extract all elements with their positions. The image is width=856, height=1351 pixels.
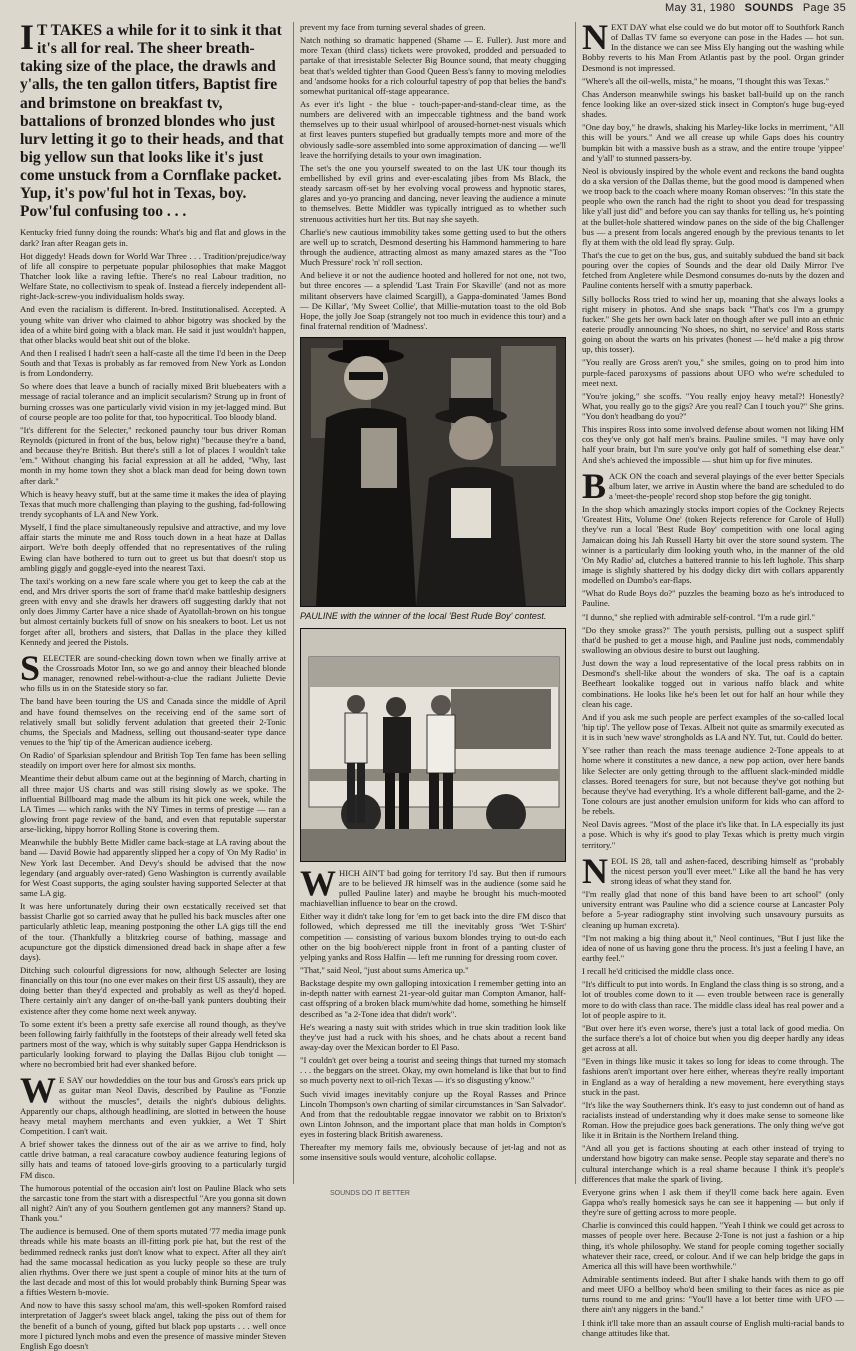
paragraph: Kentucky fried funny doing the rounds: What's big and flat and glows in the dark? Iran after Reagan gets in. [20,227,286,248]
drop-cap: N [582,850,608,891]
article-column-3 [582,17,844,1338]
paragraph: "What do Rude Boys do?" puzzles the beaming bozo as he's introduced to Pauline. [582,588,844,609]
paragraph: "You really are Gross aren't you," she smiles, going on to prod him into purple-faced paroxysms of passions about UFO who we're scheduled to meet next. [582,357,844,388]
paragraph: Admirable sentiments indeed. But after I shake hands with them to go off and meet UFO a bellboy who'd been smiling to their faces as nice as pie turns round to me and grins: "You'll have a lot better time with UFO — there ain't any niggers in the band." [582,1274,844,1315]
section-start: WHICH AIN'T bad going for territory I'd say. But then if rumours are to be believed JR himself was in the audience (some said he pulled Pauline later) and maybe he brought his much-mooted machiavellian influence to bear on the crowd. [300,862,566,909]
paragraph: "And all you get is factions shouting at each other instead of trying to understand how bigotry can make sense. People stay separate and there's no cultural interchange which is a real shame because I think it's people's differences that make the spark of living. [582,1143,844,1184]
paragraph: On Radio' of Sparksian splendour and British Top Ten fame has been selling steadily on import over here for almost six months. [20,750,286,771]
paragraph: Hot diggedy! Heads down for World War Three . . . Tradition/prejudice/way of life all conspire to perpetuate popular philosophies that make Maggot Thatcher look like a raving leftie. There's no real Labour tradition, no Welfare State, no collectivism to speak of. Instead a fiercely independent all-right-Jack-screw-you individualism holds sway. [20,250,286,302]
paragraph: Either way it didn't take long for 'em to get back into the dire FM disco that followed, which depressed me till the inevitably gross 'Wet T-Shirt' competition — consisting of various buxom blondes trying to out-do each other on the big boob/erect nipple front in front of a panting cluster of yelping yanks and Ross Halfin — left me running for dressing room cover. [300,911,566,962]
paragraph: "Even in things like music it takes so long for ideas to come through. The fashions aren't important over here either, whereas they're really important in England as a way of heralding a new movement, here everything stays stuck in the past. [582,1056,844,1097]
paragraph: Charlie is convinced this could happen. "Yeah I think we could get across to masses of people over here. Because 2-Tone is not just a fashion or a hip thing, it's whole philosophy. We stand for people coming together socially whatever their race, creed, or colour. And if we can help bridge the gaps in America all this will have been worthwhile." [582,1220,844,1271]
paragraph: The band have been touring the US and Canada since the middle of April and have found themselves on the receiving end of the same sort of relatively small but solidly fervent adulation that greeted their 2-Tonic chums, the Specials and Madness, selling out thousand-seater type dance venues to the 'hip' tip of the American audience iceberg. [20,696,286,747]
paragraph: "That," said Neol, "just about sums America up." [300,964,469,975]
paragraph: As ever it's light - the blue - touch-paper-and-stand-clear time, as the numbers are delivered with an impeccable tightness and the band work themselves up to their usual whirlpool of aroused-hornet-nest visuals which at first leaves punters stupefied but gradually tempts more and more of the obviously sadle-sore assembled into some approximation of dancing — we'll leave the horrifying details to your own imagination. [300,98,566,160]
paragraph: "It's difficult to put into words. In England the class thing is so strong, and a lot of troubles come down to it — even trouble between race is generally more to do with class than race. The middle class ideal has real power and a lot of people aspire to it. [582,979,844,1020]
paragraph: Natch nothing so dramatic happened (Shame — E. Fuller). Just more and more Texan (third class) tickets were provoked, prodded and persuaded to partake of that irresistable Selecter Big Bounce sound, that meaty chugging beat that's welded tighter than Good Queen Bess's fanny to moving melodies and 'andsome hooks for a rich colourful tapestry of pop that belies the band's somewhat puritanical off-stage appearance. [300,35,566,96]
section-start: W E SAY our howdeddies on the tour bus and Gross's ears prick up as guitar man Neol Davis, described by Pauline as "Fonzie without the muscles", details the night's dubious delights. Apparently our chaps, although headlining, are slotted in between the house heavy metal mayhem merchants and even yukkier, a Wet T Shirt Competition. I can't wait. [20,1070,286,1137]
paragraph: And if you ask me such people are perfect examples of the so-called local 'hip tip'. The yellow pose of Texas. Albeit not quite as smarmily executed as it is in such 'new wave' strongholds as LA and NY. Tut, tut. Could do better. [582,711,844,743]
paragraph: The audience is bemused. One of them sports mutated '77 media image punk threads while his mate boasts an ill-fitting pork pie hat, but the rest of the bedimmed redneck ranks just don't know what to expect. After all they ain't had the same mocassal hedication as you lucky people so these are truly alien rhythms. Over there we just spent a couple of minor hits at the turn of the last decade and most of this lot would probably think Burning Spear was a fifties Western b-movie. [20,1226,286,1298]
paragraph: I recall he'd criticised the middle class once. [582,966,734,977]
paragraph: And then I realised I hadn't seen a half-caste all the time I'd been in the Deep South and that Texas is probably as far removed from New York as London is from Londonderry. [20,347,286,379]
paragraph: The humorous potential of the occasion ain't lost on Pauline Black who sets the sarcastic tone from the start with a disrespectful "Are you gonna sit down all night? Ain't any of you Southern gentlemen got any manners? Stand up. Thank you." [20,1182,286,1224]
paragraph: So where does that leave a bunch of racially mixed Brit bluebeaters with a message of racial tolerance and an implicit secularism? Strung up in front of burning crosses was one particularly vivid vision in my jet-lagged mind. But of course people are too polite for that, too hypocritical. Too bloody bland. [20,381,286,422]
paragraph: "It's like the way Southerners think. It's easy to just condemn out of hand as racialists instead of understanding why it does make sense to someone like Roman. How the prejudice goes back generations. The only thing we've got like it in Britain is the Northern Ireland thing. [582,1099,844,1141]
column-divider [293,22,294,1184]
publication-name: SOUNDS [744,2,794,14]
paragraph: I think it'll take more than an assault course of English multi-racial bands to change attitudes like that. [582,1317,844,1338]
paragraph: Neol is obviously inspired by the whole event and reckons the band oughta do a ska version of the Dallas theme, but the good mood is dampened when we troop back to the coach where moany Roman observes: "In this state the people who own the ranch had the right to shoot you dead for trespassing like y'all just did" and before you can say thanks for telling us, he's pointing at the bullet-hole shattered window panes on the side of the big Challenger bus — a present from locals angered enough by the previous tenants to let fly at them with the old lead fly spray. Gulp. [582,165,844,247]
paragraph: He's wearing a nasty suit with strides which in true skin tradition look like they've just had a ruck with his shoes, and he chats about a recent band away-day over the Mexican border to El Paso. [300,1021,566,1052]
paragraph: "It's different for the Selecter," reckoned paunchy tour bus driver Roman Reynolds (pictured in front of the bus, below right) "because they're a band, and because they're British. But there's still a lot of places I wouldn't take 'em." Without changing his facial expression at all he added, "Why, last month in my home town they shot a black man dead for being down town after dark." [20,424,286,486]
drop-cap: I [20,17,35,57]
section-start: SELECTER are sound-checking down town when we finally arrive at the Crossroads Motor Inn, so we go and annoy their bleached blonde manager, renowned rebel-without-a-clue the radiant Juliette Devie who fills us in on the Stateside story so far. [20,647,286,694]
paragraph: "I'm not making a big thing about it," Neol continues, "But I just like the idea of none of us having gone thru the process. It's just a feeling I have, an earthy feel." [582,932,844,963]
paragraph: Chas Anderson meanwhile swings his basket ball-build up on the ranch fence looking like an over-sized stick insect in Compton's huge bug-eyed shades. [582,88,844,120]
paragraph: "But over here it's even worse, there's just a total lack of good media. On the surface there's a lot of choice but when you dig deeper hardly any ideas get across at all. [582,1022,844,1054]
paragraph: And believe it or not the audience hooted and hollered for not one, not two, but three encores — a splendid 'Last Train For Skaville' (and not as more militant observers have claimed Scargill), a Gappa-dominated 'James Bond — De Killar', 'My Sweet Collie', that Millie-mutation toast to the old Bob Hope, the jolly Joe Soap (strangely not too much in evidence this tour) and a final fraternal rendition of 'Madness'. [300,270,566,331]
article-column-1 [20,17,286,1351]
drop-cap: W [300,862,336,903]
drop-cap: S [20,647,41,688]
section-start: NEOL IS 28, tall and ashen-faced, describing himself as "probably the nicest person you'll ever meet." Like all the band he has very strong ideas of what they stand for. [582,850,844,891]
photo-caption: PAULINE with the winner of the local 'Best Rude Boy' contest. [300,611,547,622]
paragraph: A brief shower takes the dinness out of the air as we arrive to find, holy cattle drive batman, a real caracature cowboy audience featuring legions of silly hats and teams of tatooed love-girls grooving to a particularly turgid FM disco. [20,1139,286,1180]
paragraph: Just down the way a loud representative of the local press rabbits on in Desmond's shell-like about the wonders of ska. The oaf is a captain Beefheart lookalike togged out in various naffo black and white combinations. He looks like he's been let out for half an hour while they clean his cage. [582,658,844,709]
photo-band-tour-bus [300,628,566,862]
photo-illustration [301,629,565,861]
paragraph: Charlie's new cautious immobility takes some getting used to but the others are well up to scratch, Desmond deserting his Hammond hammering to hare through the audience, attracting almost as many amazed stares as the "Too Much Pressure' rock 'n' roll section. [300,226,566,268]
paragraph: Which is heavy heavy stuff, but at the same time it makes the idea of playing Texas that much more challenging than playing to the gushing, fad-following trendy sycophants of LA and New York. [20,488,286,520]
column-divider [575,22,576,1184]
issue-date: May 31, 1980 [665,2,736,14]
drop-cap: B [582,465,607,506]
paragraph: "Where's all the oil-wells, mista," he moans, "I thought this was Texas." [582,75,830,86]
article-lead: I T TAKES a while for it to sink it that it's all for real. The sheer breath-taking size of the place, the drawls and y'alls, the ten gallon titfers, Baptist fire and brimstone on breakfast tv, battalions of bronzed blondes who just lurv letting it go to their heads, and that big yellow sun that looks like it's just come unstuck from a Cornflake packet. Yup, it's pow'ful hot in Texas, boy. Pow'ful confusing too . . . [20,17,284,221]
drop-cap: N [582,17,608,57]
paragraph: To some extent it's been a pretty safe exercise all round though, as they've been following fairly faithfully in the footsteps of their already well feted ska partners most of the way, which is why suitably super Gappa Hendrickson is particularly looking forward to playing the Dallas Bijou club tonight — where no becrombied brit had ever shanked before. [20,1018,286,1070]
page-footer: SOUNDS DO IT BETTER [330,1190,410,1197]
article-column-2 [300,22,566,1184]
paragraph: Such vivid images inevitably conjure up the Royal Rasses and Prince Lincoln Thompson's own charting of similar circumstances in 'San Salvador'. And from that the redoubtable reggae innovator we rabbit on to Brixton's own Linton Johnson, and the important place that man holds in Compton's eyes in fostering black British awareness. [300,1088,566,1140]
paragraph: "I dunno," she replied with admirable self-control. "I'm a rude girl." [582,611,815,622]
paragraph: "Do they smoke grass?" The youth persists, pulling out a suspect spliff that'd be pushed to get a mouse high, and Pauline just nods, commendably swallowing an obvious desire to burst out laughing. [582,624,844,656]
paragraph: In the shop which amazingly stocks import copies of the Cockney Rejects 'Greatest Hits, Volume One' (token Rejects reference for Carole of Hull) they've run a local 'Best Rude Boy' competition with one local aging Jamaican doing his Jah Russell Harty bit over the store sound system. The winner is a particularly dim looking youth who, in the manner of the old 'On My Radio' ad, clutches a battered trannie to his left lughole. This sharp image is slightly shattered by his dodgy dicky dirt with collars apparently modelled on Dumbo's ear-flaps. [582,504,844,586]
paragraph: Myself, I find the place simultaneously repulsive and attractive, and my love affair starts the minute me and Ross touch down in a heat haze at Dallas airport. We're both deeply offended that no representatives of the ruling Ewing clan have bothered to turn out to greet us but that doesn't stop us ambling giggly and goggle-eyed into the nearest Taxi. [20,522,286,573]
paragraph: "You're joking," she scoffs. "You really enjoy heavy metal?! Honestly? What, you really go to the gigs? Are you real? Can I touch you?" She grins. "You don't headbang do you?" [582,390,844,422]
paragraph: And now to have this sassy school ma'am, this well-spoken Romford raised interpretation of Jagger's sweet black angel, taking the piss out of them for the benefit of a bunch of young, gifted but black pop upstarts . . . well once more I pictured lynch mobs and even the presence of massive minder Steven English Ego doesn't [20,1300,286,1351]
paragraph: "I couldn't get over being a tourist and seeing things that turned my stomach . . . the beggars on the street. Okay, my own homeland is like that but to find so much poverty next to oil-rich Texas — it's so disgusting y'know." [300,1055,566,1086]
page-masthead [659,2,846,14]
paragraph: "One day boy," he drawls, shaking his Marley-like locks in merriment, "All this will be yours." And we all crease up while Gaps does his country bumpkin bit with a massive bush as a straw, and the entire troupe 'yippee' and 'y'all' to stunned passers-by. [582,122,844,163]
paragraph: Silly bollocks Ross tried to wind her up, moaning that she always looks a right misery in photos. And she snaps back "That's cos I'm a grumpy fucker." She gets her own back later on though after we pull into an ethnic eaterie proudly announcing 'No shoes, no shirt, no service' and Ross starts going on about the warts on his privates (honest — he'd make a pig throw up, this tosser). [582,293,844,355]
paragraph: That's the cue to get on the bus, gus, and suitably subdued the band sit back pouring over the copies of Sounds and the dear old Daily Mirror I've fetched from Angletere while Desmond consumes do-nuts by the dozen and Pauline contents herself with a smutty paperback. [582,249,844,291]
paragraph: Y'see rather than reach the mass teenage audience 2-Tone appeals to at home where it constitutes a new dance, a new pop action, over here bands like Selecter are only getting through to the affluent slack-minded middle classes. Bored teenagers for sure, but not because they've got nothing but because they've had everything. It's a whole different ball-game, and the 2-Tone colours are just another emulsion uniform for kids who can afford to be rebels. [582,745,844,817]
paragraph: Meantime their debut album came out at the beginning of March, charting in all three major US charts and was still rising slowly as we spoke. The influential Billboard mag made the album its hit pick one week, while the LA Times — which ranks with the NY Times in terms of prestige — ran a glowing front page review of the band, and even that reputable superstar arse-licking, hippy horror Rolling Stone is covering them. [20,773,286,835]
paragraph: prevent my face from turning several shades of green. [300,22,486,32]
paragraph: Meanwhile the bubbly Bette Midler came back-stage at LA raving about the band — David Bowie had apparently slipped her a copy of 'On My Radio' in New York last December. And Devy's should be advised that the now legendary (and arguably over-rated) Geno Washington is currently available for West Coast supports, the aging soulster having supported Selecter at that same LA gig. [20,837,286,898]
paragraph: Everyone grins when I ask them if they'll come back here again. Even Gappa who's really homesick says he can see it happening — but only if they're sure of getting across to more people. [582,1186,844,1218]
photo-pauline-rude-boy [300,337,566,607]
paragraph: The taxi's working on a new fare scale where you get to keep the cab at the end, and Mrs driver sports the sort of frame that'd make battleship designers green with envy and she drawls her drawers off suggesting darkly that not only does Jimmy Carter have a nice shade of Ayatollah-brown on his tongue but almost certainly buckets full of snow on his sneakers to boot. Let us not forget after all, brothers and sisters, that Dallas in the place they killed Kennedy and jeered the Pistols. [20,575,286,647]
photo-illustration [301,338,565,606]
paragraph: This inspires Ross into some involved defense about women not liking HM cos they've only got half men's brains. Pauline smiles. "I may have only half your brain, but I'm sure you've only got half of something else dear." And she's achieved the impossible — shut him up for five minutes. [582,424,844,465]
paragraph: Backstage despite my own galloping intoxication I remember getting into an in-depth natter with earnest 21-year-old guitar man Compton Amanor, half-cast offspring of a broken black mum/white dad home, something he himself described as "a 2-Tone idea that didn't work". [300,978,566,1019]
paragraph: The set's the one you yourself sweated to on the last UK tour though its embellished by evil grins and ever-escalating jibes from Ms Black, the steady sarcasm off-set by her evolving vocal prowess and hypnotic stares, glares and yo-yo prancing and dancing, never leaving the audience a minute to themselves. Bette Middler was typically intrigued as to whether such strenuous activities hurt her tits. But nay she sayeth. [300,162,566,224]
section-start: NEXT DAY what else could we do but motor off to Southfork Ranch of Dallas TV fame so everyone can pose in the Hades — hot sun. In the distance we can see Miss Ely hanging out the washing while Bobby reverts to his Man From Atlantis past by the pool. Organ grinder Desmond is not impressed. [582,17,844,73]
drop-cap: W [20,1070,56,1111]
paragraph: Thereafter my memory fails me, obviously because of jet-lag and not as some insensitive souls would venture, alcoholic collapse. [300,1142,566,1163]
paragraph: And even the racialism is different. In-bred. Institutionalised. Accepted. A young white van driver who claimed to abhor bigotry was shocked by the idea of a white bird going with a black man. He said it just wouldn't happen, that other blacks would beat shit out of the bloke. [20,304,286,345]
paragraph: It was here unfortunately during their own ecstatically received set that bassist Charlie got so carried away that he pulled his back muscles after one particularly athletic leap, meaning postponing the other LA gigs till the end of the tour. (Thankfully a blitzkrieg course of bathing, massage and acupuncture got the dipstick dimensioned dread back in shape after a few days). [20,901,286,962]
paragraph: Neol Davis agrees. "Most of the place it's like that. In LA especially its just a pose. Which is why it's good to play Texas which is pretty much virgin territory." [582,819,844,850]
paragraph: Ditching such colourful digressions for now, although Selecter are losing financially on this tour (no one ever makes on their first US assault), they are doing better than they'd expected and probably as well as they'd hoped. There certainly ain't any danger of on-the-ball yank punters doubting their existence after they come home next week anyway. [20,964,286,1016]
section-start: BACK ON the coach and several playings of the ever better Specials album later, we arrive in Austin where the band are scheduled to do a 'meet-the-people' record shop stop before the gig tonight. [582,465,844,506]
paragraph: "I'm really glad that none of this band have been to art school" (only university entrant was Pauline who did a science course at Lancaster Poly before a 5-year radiography stint involving such unsavoury pursuits as cleaning up human excreta). [582,889,844,930]
page-number: Page 35 [802,2,846,14]
